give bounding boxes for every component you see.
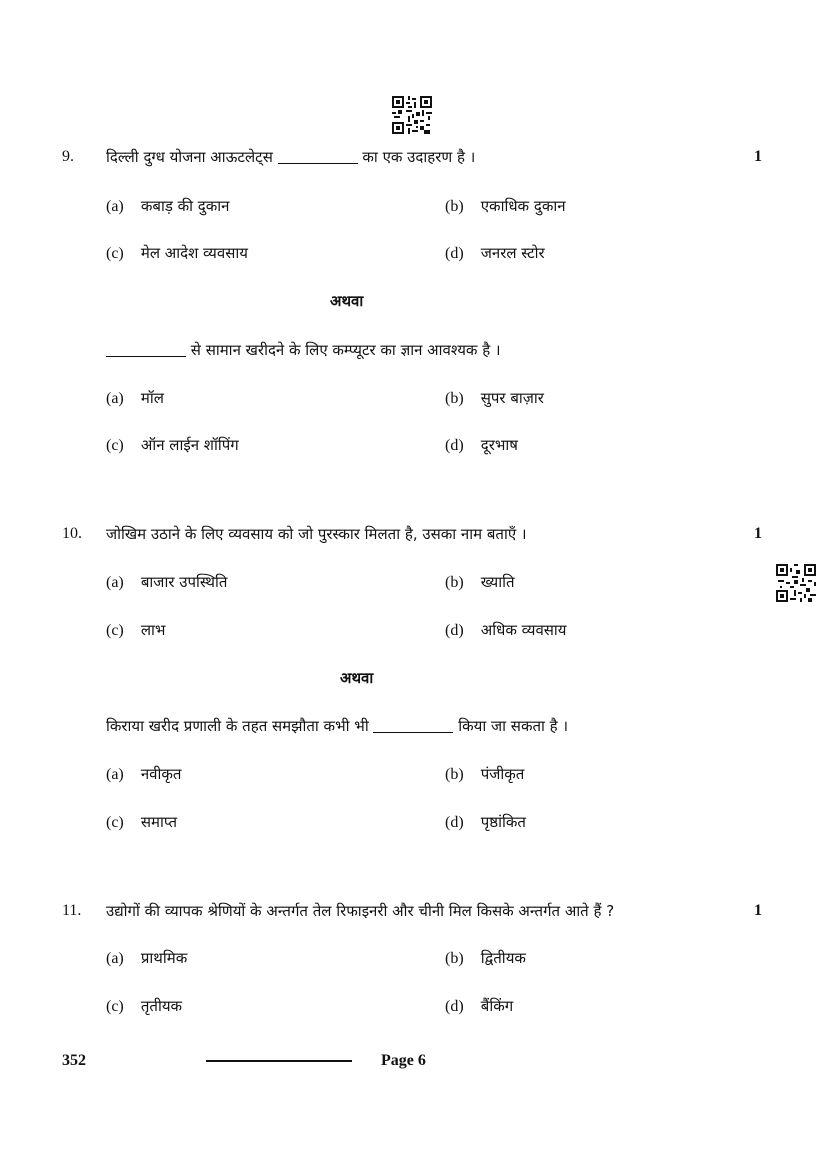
option-b (445, 196, 566, 217)
option-label: (c) (106, 245, 124, 262)
option-d (445, 435, 518, 456)
question-text: जोखिम उठाने के लिए व्यवसाय को जो पुरस्कार मिलता है, उसका नाम बताएँ । (106, 525, 527, 543)
marks: 1 (754, 148, 762, 165)
question-number: 10. (62, 525, 82, 542)
option-label: (a) (106, 390, 124, 407)
question-number: 9. (62, 148, 74, 165)
option-text: पृष्ठांकित (480, 813, 526, 831)
option-label: (b) (445, 574, 464, 591)
option-text: पंजीकृत (480, 765, 525, 783)
alt-question-text (106, 716, 568, 736)
option-label: (b) (445, 198, 464, 215)
option-d (445, 620, 567, 641)
option-c (106, 243, 248, 264)
option-text: अधिक व्यवसाय (480, 621, 567, 639)
option-a (106, 388, 164, 409)
option-d (445, 812, 526, 833)
option-text: प्राथमिक (140, 949, 188, 967)
option-b (445, 764, 524, 785)
or-divider: अथवा (330, 292, 364, 310)
option-text: दूरभाष (480, 436, 518, 454)
option-label: (c) (106, 814, 124, 831)
option-text: बाजार उपस्थिति (140, 573, 228, 591)
option-label: (d) (445, 998, 464, 1015)
option-text: जनरल स्टोर (480, 244, 545, 262)
option-text: कबाड़ की दुकान (140, 197, 230, 215)
question-text: उद्योगों की व्यापक श्रेणियों के अन्तर्गत तेल रिफाइनरी और चीनी मिल किसके अन्तर्गत आते हैं ? (106, 902, 615, 920)
option-label: (d) (445, 814, 464, 831)
option-label: (a) (106, 198, 124, 215)
option-d (445, 243, 545, 264)
option-label: (c) (106, 622, 124, 639)
option-text: ख्याति (480, 573, 515, 591)
option-a (106, 196, 230, 217)
option-text: एकाधिक दुकान (480, 197, 566, 215)
option-c (106, 996, 182, 1017)
option-text: तृतीयक (140, 997, 183, 1015)
option-text: द्वितीयक (480, 949, 526, 967)
paper-code: 352 (62, 1052, 86, 1069)
question-text-part: दिल्ली दुग्ध योजना आऊटलेट्स (106, 148, 273, 166)
option-text: मेल आदेश व्यवसाय (140, 244, 248, 262)
footer-divider (206, 1060, 352, 1062)
option-text: लाभ (140, 621, 166, 639)
option-label: (c) (106, 437, 124, 454)
qr-code-icon (776, 564, 816, 602)
option-label: (d) (445, 437, 464, 454)
option-d (445, 996, 513, 1017)
option-label: (a) (106, 766, 124, 783)
option-a (106, 572, 227, 593)
option-b (445, 388, 544, 409)
page-number: Page 6 (381, 1052, 426, 1069)
question-text (106, 147, 475, 167)
marks: 1 (754, 902, 762, 919)
question-text-part: किया जा सकता है । (458, 717, 569, 735)
option-text: समाप्त (140, 813, 178, 831)
answer-blank (278, 163, 358, 164)
option-b (445, 572, 515, 593)
option-c (106, 435, 239, 456)
answer-blank (373, 732, 453, 733)
option-a (106, 948, 187, 969)
option-label: (b) (445, 766, 464, 783)
question-number: 11. (62, 902, 82, 919)
question-text-part: से सामान खरीदने के लिए कम्प्यूटर का ज्ञान आवश्यक है । (190, 341, 501, 359)
question-text-part: का एक उदाहरण है । (362, 148, 476, 166)
option-text: सुपर बाज़ार (480, 389, 544, 407)
option-text: बैंकिंग (480, 997, 514, 1015)
qr-code-icon (392, 96, 432, 134)
option-text: मॉल (140, 389, 164, 407)
or-divider: अथवा (340, 669, 374, 687)
question-text-part: किराया खरीद प्रणाली के तहत समझौता कभी भी (106, 717, 369, 735)
option-label: (c) (106, 998, 124, 1015)
option-label: (b) (445, 950, 464, 967)
option-c (106, 812, 177, 833)
option-text: नवीकृत (140, 765, 182, 783)
alt-question-text (106, 340, 501, 360)
option-text: ऑन लाईन शॉपिंग (140, 436, 239, 454)
option-label: (d) (445, 245, 464, 262)
option-label: (d) (445, 622, 464, 639)
option-b (445, 948, 526, 969)
option-label: (a) (106, 574, 124, 591)
option-c (106, 620, 165, 641)
option-a (106, 764, 181, 785)
option-label: (a) (106, 950, 124, 967)
option-label: (b) (445, 390, 464, 407)
marks: 1 (754, 525, 762, 542)
answer-blank (106, 356, 186, 357)
